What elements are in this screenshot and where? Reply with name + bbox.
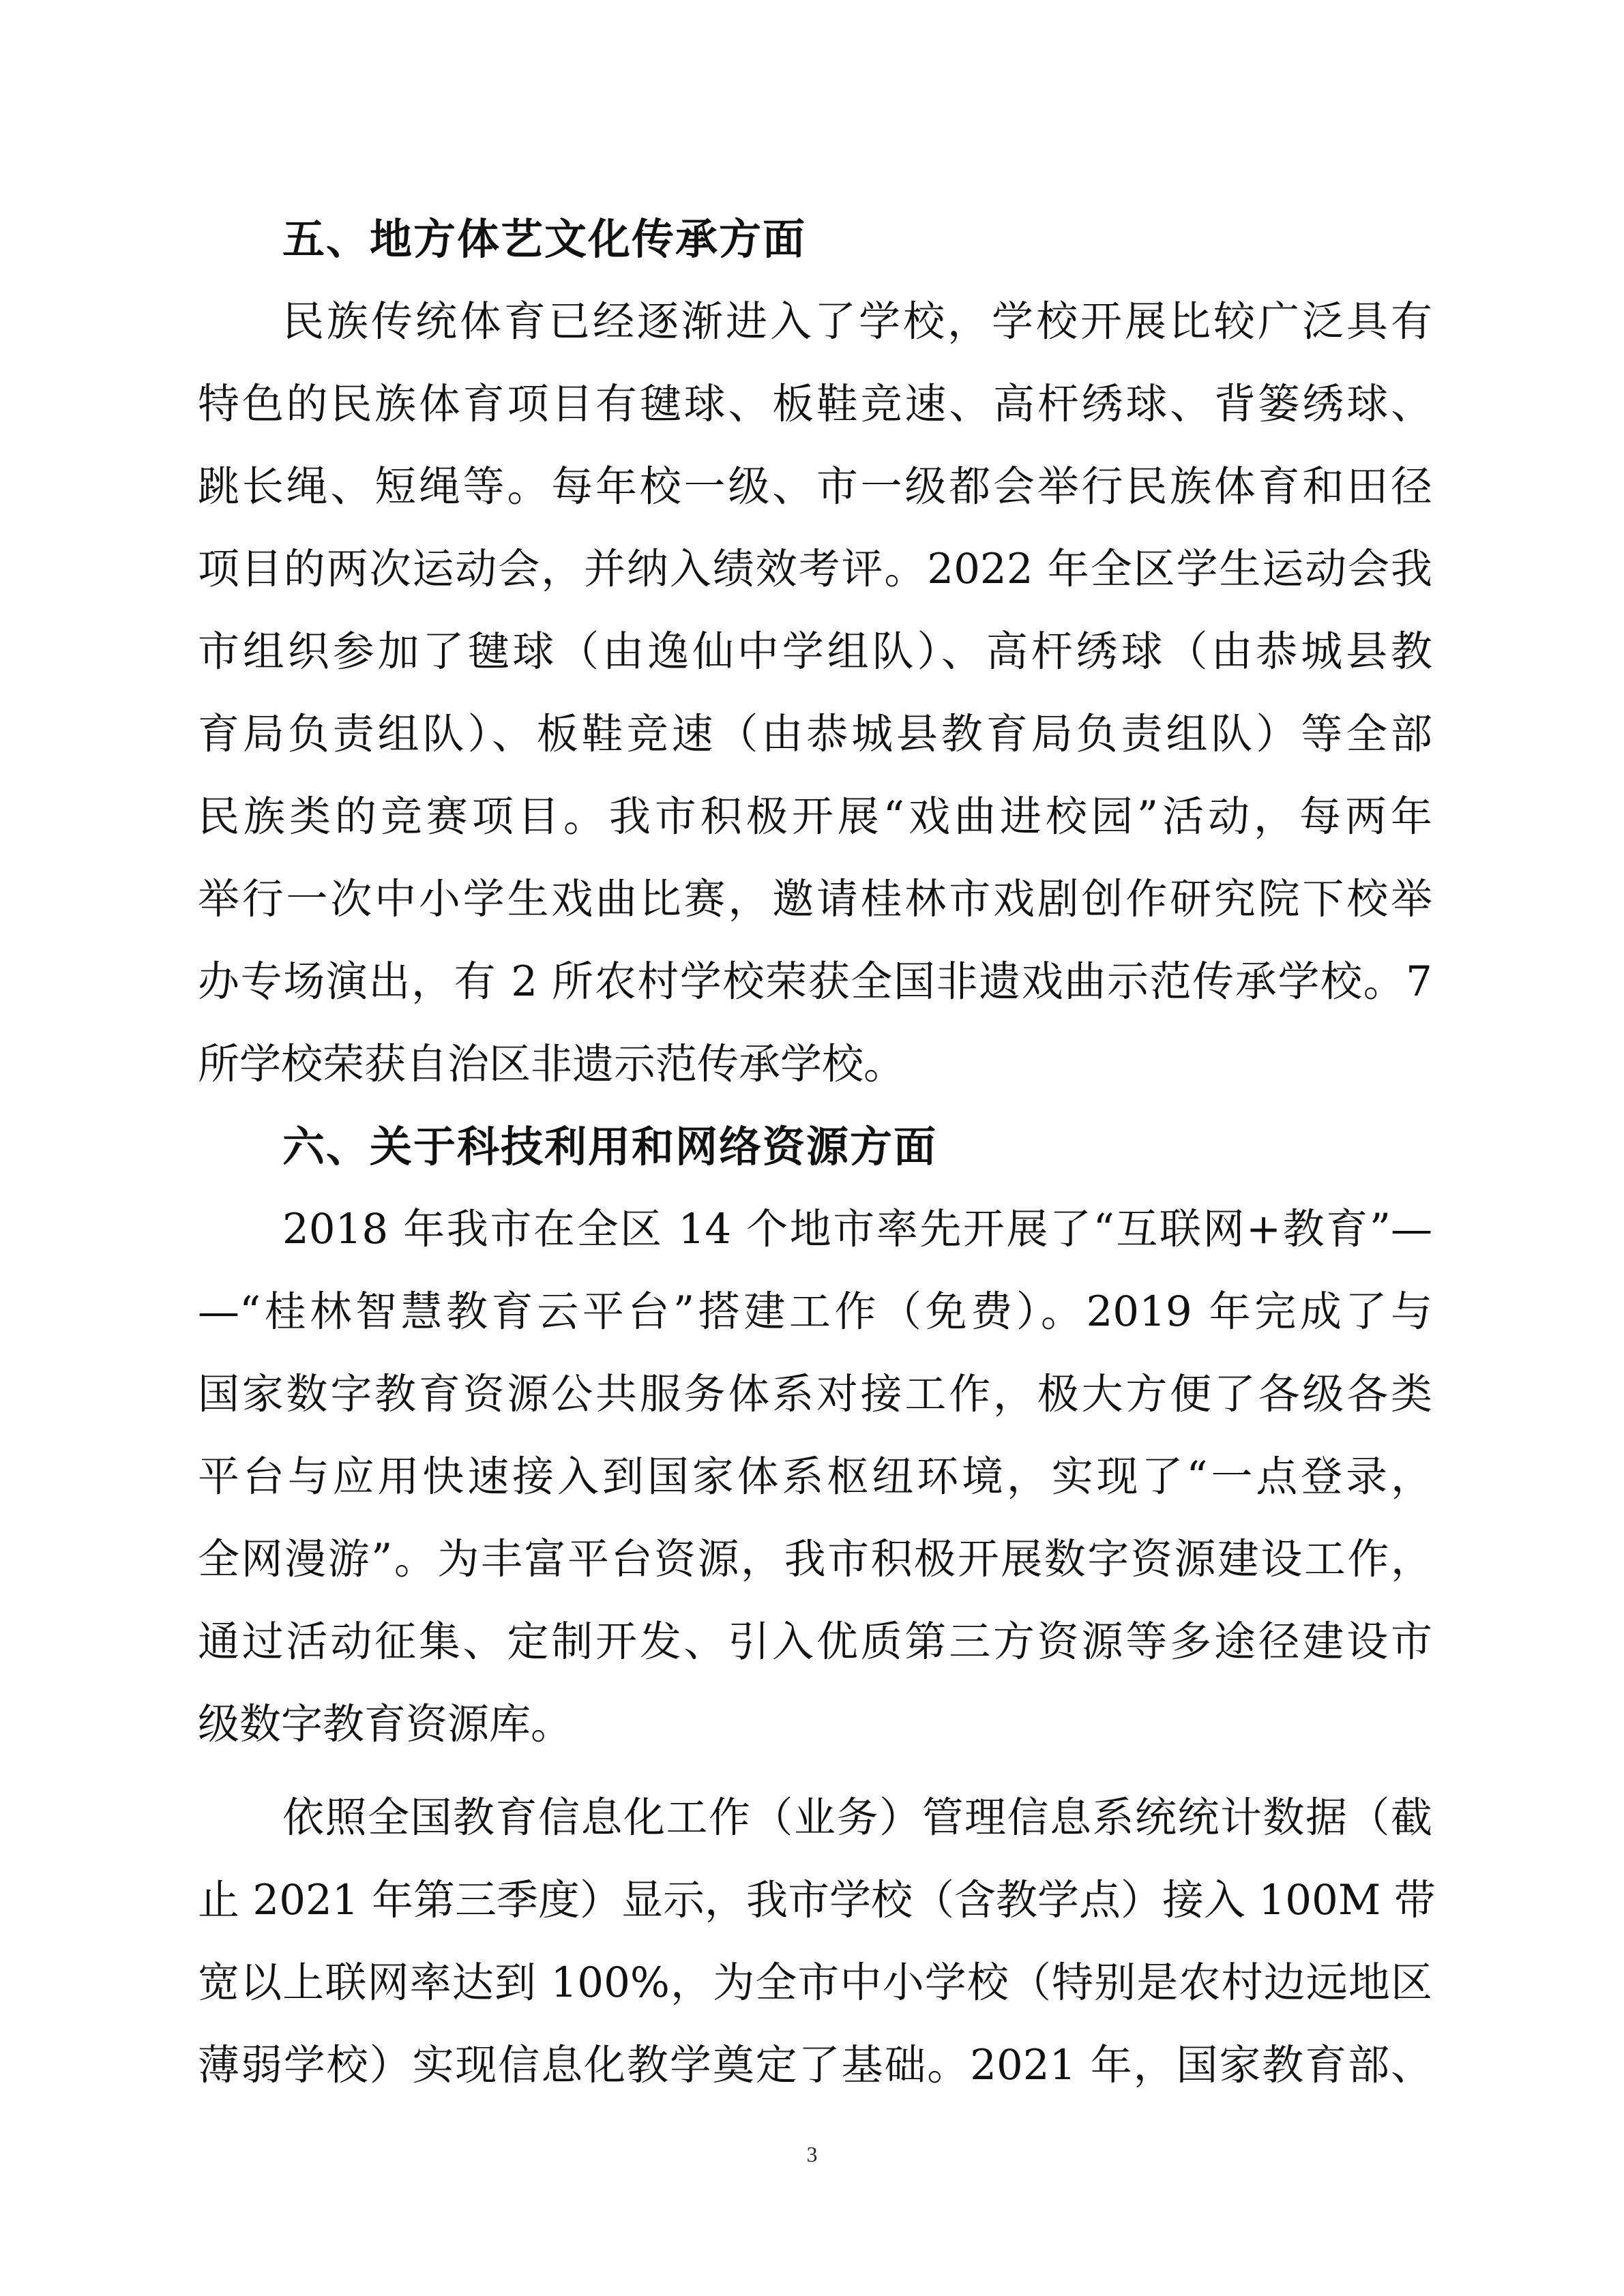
text-line: 跳长绳、短绳等。每年校一级、市一级都会举行民族体育和田径 (198, 462, 1432, 511)
text-line: 民族传统体育已经逐渐进入了学校，学校开展比较广泛具有 (282, 297, 1432, 346)
page-content (198, 198, 1436, 2106)
text-line: 通过活动征集、定制开发、引入优质第三方资源等多途径建设市 (198, 1617, 1432, 1666)
section5-paragraph (198, 280, 1432, 1105)
text-line: 级数字教育资源库。 (198, 1700, 573, 1748)
text-line: 2018 年我市在全区 14 个地市率先开展了“互联网+教育”— (282, 1205, 1432, 1253)
text-line: 依照全国教育信息化工作（业务）管理信息系统统计数据（截 (282, 1793, 1432, 1842)
text-line: 止 2021 年第三季度）显示，我市学校（含教学点）接入 100M 带 (198, 1876, 1436, 1924)
text-line: 平台与应用快速接入到国家体系枢纽环境，实现了“一点登录， (198, 1452, 1432, 1501)
page-number: 3 (806, 2142, 818, 2166)
section-heading-5: 五、地方体艺文化传承方面 (282, 214, 807, 264)
text-line: —“桂林智慧教育云平台”搭建工作（免费）。2019 年完成了与 (198, 1287, 1432, 1336)
section6-paragraph-2 (198, 1776, 1436, 2106)
section6-paragraph-1 (198, 1188, 1432, 1765)
section-heading-6: 六、关于科技利用和网络资源方面 (282, 1122, 938, 1172)
text-line: 宽以上联网率达到 100%，为全市中小学校（特别是农村边远地区 (198, 1958, 1432, 2007)
text-line: 市组织参加了毽球（由逸仙中学组队）、高杆绣球（由恭城县教 (198, 627, 1432, 676)
text-line: 国家数字教育资源公共服务体系对接工作，极大方便了各级各类 (198, 1370, 1432, 1418)
text-line: 特色的民族体育项目有毽球、板鞋竞速、高杆绣球、背篓绣球、 (198, 380, 1432, 428)
text-line: 育局负责组队）、板鞋竞速（由恭城县教育局负责组队）等全部 (198, 710, 1432, 758)
text-line: 办专场演出，有 2 所农村学校荣获全国非遗戏曲示范传承学校。7 (198, 957, 1432, 1006)
text-line: 薄弱学校）实现信息化教学奠定了基础。2021 年，国家教育部、 (198, 2041, 1432, 2089)
text-line: 项目的两次运动会，并纳入绩效考评。2022 年全区学生运动会我 (198, 545, 1432, 593)
text-line: 所学校荣获自治区非遗示范传承学校。 (198, 1040, 906, 1088)
paragraph-spacer (198, 1765, 1432, 1776)
text-line: 民族类的竞赛项目。我市积极开展“戏曲进校园”活动，每两年 (198, 792, 1432, 841)
text-line: 举行一次中小学生戏曲比赛，邀请桂林市戏剧创作研究院下校举 (198, 875, 1432, 923)
text-line: 全网漫游”。为丰富平台资源，我市积极开展数字资源建设工作， (198, 1535, 1432, 1583)
